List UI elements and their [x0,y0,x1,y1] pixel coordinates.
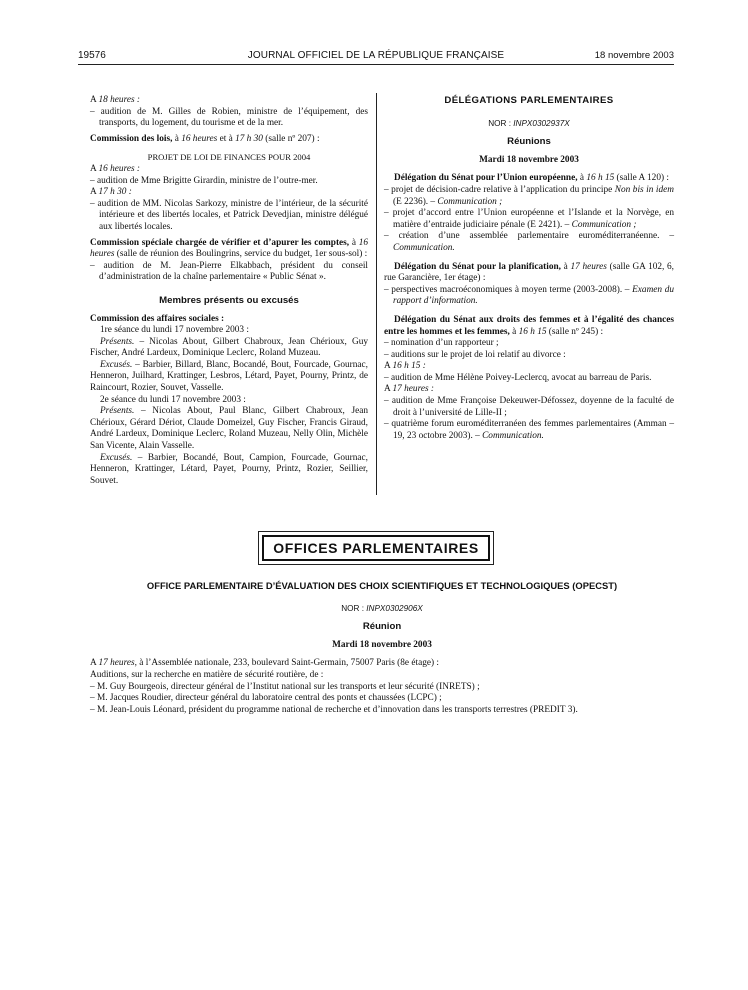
slot-16h: A 16 heures : [90,163,141,174]
offices-banner [258,531,494,565]
delegation-femmes: Délégation du Sénat aux droits des femmes et à l’égalité des chances entre les hommes et les femmes, à 16 h 15 (salle nº 245) : [384,314,674,337]
delegations-heading: DÉLÉGATIONS PARLEMENTAIRES [444,95,614,106]
opecst-auditions: Auditions, sur la recherche en matière de sécurité routière, de : [90,669,324,680]
offices-banner-title: OFFICES PARLEMENTAIRES [262,535,490,561]
femmes-slot-17h: A 17 heures : [384,384,435,395]
header-date: 18 novembre 2003 [594,50,674,61]
nor-reference: NOR : INPX0302937X [488,118,570,128]
audition-leonard: – M. Jean-Louis Léonard, président du programme national de recherche et d’innovation dans les transports terrestres (PREDIT 3). [90,704,578,715]
forum-euromediterraneen: – quatrième forum euroméditerranéen des femmes parlementaires (Amman – 19, 23 octobre 2003). – Communication. [384,419,674,441]
seance-2-presents: Présents. – Nicolas About, Paul Blanc, Gilbert Chabroux, Jean Chérioux, Gérard Dériot, Claude Domeizel, Guy Fischer, Francis Giraud, André Lardeux, Dominique Leclerc, Roland Muzeau, Nelly Olin, Michèle San Vicente, Alain Vasselle. [90,406,368,452]
header-rule [78,64,674,65]
audition-roudier: – M. Jacques Roudier, directeur général du laboratoire central des ponts et chaussées (LCPC) ; [90,693,442,704]
projet-loi-title: PROJET DE LOI DE FINANCES POUR 2004 [147,152,311,163]
meeting-date: Mardi 18 novembre 2003 [479,154,579,165]
commission-affaires-sociales: Commission des affaires sociales : [90,313,225,324]
ue-item-3: – création d’une assemblée parlementaire euroméditerranéenne. – Communication. [384,231,674,253]
seance-2-excuses: Excusés. – Barbier, Bocandé, Bout, Campion, Fourcade, Gournac, Henneron, Krattinger, Létard, Payet, Pourny, Printz, Rozier, Seillier, Souvet. [90,452,368,486]
slot-17h30: A 17 h 30 : [90,187,132,198]
femmes-item-1: – nomination d’un rapporteur ; [384,338,499,349]
left-column [90,95,368,487]
opecst-nor: NOR : INPX0302906X [341,603,423,613]
audition-dekeuwer-defossez: – audition de Mme Françoise Dekeuwer-Défossez, doyenne de la faculté de droit à l’université de Lille-II ; [384,396,674,418]
commission-speciale: Commission spéciale chargée de vérifier et d’apurer les comptes, à 16 heures (salle de réunion des Boulingrins, service du budget, 1er sous-sol) : [90,237,368,260]
seance-1-presents: Présents. – Nicolas About, Gilbert Chabroux, Jean Chérioux, Guy Fischer, André Lardeux, Dominique Leclerc, Roland Muzeau. [90,336,368,359]
seance-2: 2e séance du lundi 17 novembre 2003 : [100,394,246,405]
audition-sarkozy: – audition de MM. Nicolas Sarkozy, ministre de l’intérieur, de la sécurité intérieure et des libertés locales, et Patrick Devedjian, ministre délégué aux libertés locales. [90,198,368,232]
audition-bourgeois: – M. Guy Bourgeois, directeur général de l’Institut national sur les transports et leur sécurité (INRETS) ; [90,681,480,692]
seance-1-excuses: Excusés. – Barbier, Billard, Blanc, Bocandé, Bout, Fourcade, Gournac, Henneron, Juilhard, Krattinger, Lesbros, Létard, Payet, Pourny, Printz, de Raincourt, Rozier, Souvet, Vasselle. [90,359,368,394]
reunions-heading: Réunions [507,136,551,148]
audition-poivey-leclercq: – audition de Mme Hélène Poivey-Leclercq, avocat au barreau de Paris. [384,372,652,383]
page-header [78,49,674,63]
opecst-date: Mardi 18 novembre 2003 [332,639,432,650]
slot-18h: A 18 heures : [90,95,141,105]
femmes-slot-16h15: A 16 h 15 : [384,361,426,372]
audition-elkabbach: – audition de M. Jean-Pierre Elkabbach, président du conseil d’administration de la chaîne parlementaire « Public Sénat ». [90,260,368,283]
offices-section [90,580,674,716]
opecst-venue: A 17 heures, à l’Assemblée nationale, 233, boulevard Saint-Germain, 75007 Paris (8e étage) : [90,658,439,669]
column-divider [376,93,377,495]
ue-item-2: – projet d’accord entre l’Union européenne et l’Islande et la Norvège, en matière d’entraide judiciaire pénale (E 2421). – Communication ; [384,208,674,230]
commission-lois: Commission des lois, à 16 heures et à 17 h 30 (salle nº 207) : [90,133,320,144]
femmes-item-2: – auditions sur le projet de loi relatif au divorce : [384,349,566,360]
delegation-planification: Délégation du Sénat pour la planification, à 17 heures (salle GA 102, 6, rue Garancière, 1er étage) : [384,261,674,284]
seance-1: 1re séance du lundi 17 novembre 2003 : [100,325,249,336]
reunion-heading: Réunion [362,621,402,633]
audition-robien: – audition de M. Gilles de Robien, ministre de l’équipement, des transports, du logement, du tourisme et de la mer. [90,106,368,129]
page-number: 19576 [78,50,106,61]
ue-item-1: – projet de décision-cadre relative à l’application du principe Non bis in idem (E 2236). – Communication ; [384,184,675,207]
journal-title: JOURNAL OFFICIEL DE LA RÉPUBLIQUE FRANÇAISE [247,50,505,61]
members-heading: Membres présents ou excusés [159,294,299,306]
audition-girardin: – audition de Mme Brigitte Girardin, ministre de l’outre-mer. [90,175,318,186]
right-column [384,95,674,442]
delegation-ue: Délégation du Sénat pour l’Union européenne, à 16 h 15 (salle A 120) : [394,173,669,184]
planification-item: – perspectives macroéconomiques à moyen terme (2003-2008). – Examen du rapport d’information. [384,284,674,307]
opecst-title: OFFICE PARLEMENTAIRE D’ÉVALUATION DES CHOIX SCIENTIFIQUES ET TECHNOLOGIQUES (OPECST) [146,580,618,591]
